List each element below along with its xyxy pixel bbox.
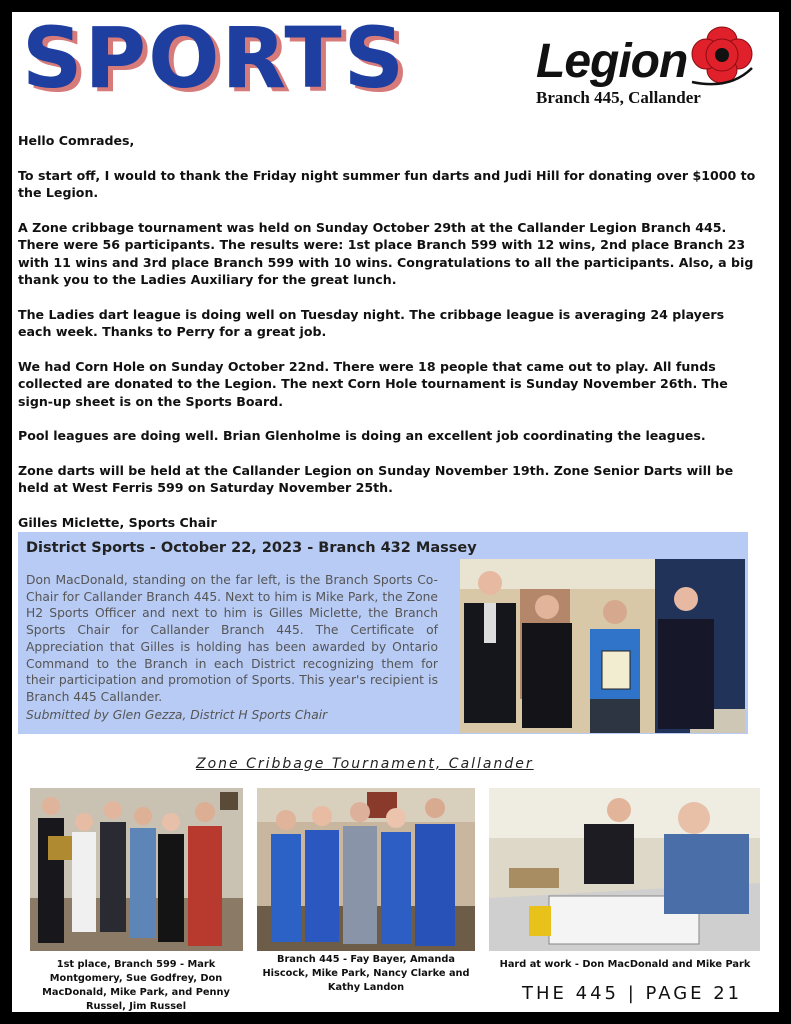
cribbage-photo-hard-at-work <box>489 788 760 951</box>
sports-article <box>18 132 758 548</box>
caption-hard-at-work: Hard at work - Don MacDonald and Mike Park <box>499 959 751 970</box>
cribbage-photo-winners <box>30 788 243 951</box>
cribbage-heading: Zone Cribbage Tournament, Callander <box>196 756 534 772</box>
legion-logo-word: Legion <box>536 35 688 88</box>
article-paragraph: A Zone cribbage tournament was held on Sunday October 29th at the Callander Legion Branch 445. There were 56 participants. The results were: 1st place Branch 599 with 12 wins, 2nd place Branch 23 with 11 wins and 3rd place Branch 599 with 10 wins. Congratulations to all the participants. Also, a big thank you to the Ladies Auxiliary for the great lunch. <box>18 219 754 287</box>
article-paragraph: To start off, I would to thank the Friday night summer fun darts and Judi Hill for donating over $1000 to the Legion. <box>18 167 756 200</box>
page-footer: THE 445 | PAGE 21 <box>522 983 743 1004</box>
district-submitted-by: Submitted by Glen Gezza, District H Sports Chair <box>26 708 328 722</box>
article-paragraph: Zone darts will be held at the Callander Legion on Sunday November 19th. Zone Senior Darts will be held at West Ferris 599 on Saturday November 25th. <box>18 462 734 495</box>
district-text: Don MacDonald, standing on the far left, is the Branch Sports Co-Chair for Callander Branch 445. Next to him is Mike Park, the Zone H2 Sports Officer and next to him is Gilles Miclette, the Branch Sports Chair for Callander Branch 445. The Certificate of Appreciation that Gilles is holding has been awarded by Ontario Command to the Branch in each District recognizing them for their participation and promotion of Sports. This year's recipient is Branch 445 Callander. <box>26 573 438 704</box>
caption-branch-445: Branch 445 - Fay Bayer, Amanda Hiscock, Mike Park, Nancy Clarke and Kathy Landon <box>262 954 470 993</box>
signoff: Gilles Miclette, Sports Chair <box>18 514 217 530</box>
page-title: SPORTS <box>22 9 407 107</box>
greeting: Hello Comrades, <box>18 133 135 148</box>
branch-name: Branch 445, Callander <box>536 88 701 107</box>
article-paragraph: The Ladies dart league is doing well on Tuesday night. The cribbage league is averaging 24 players each week. Thanks to Perry for a great job. <box>18 306 725 339</box>
article-paragraph: We had Corn Hole on Sunday October 22nd. There were 18 people that came out to play. All funds collected are donated to the Legion. The next Corn Hole tournament is Sunday November 26th. The sign-up sheet is on the Sports Board. <box>18 358 728 409</box>
district-title: District Sports - October 22, 2023 - Branch 432 Massey <box>26 540 477 556</box>
caption-winners: 1st place, Branch 599 - Mark Montgomery, Sue Godfrey, Don MacDonald, Mike Park, and Penny Russel, Jim Russel <box>42 959 230 1012</box>
cribbage-photo-branch-445 <box>257 788 475 951</box>
district-photo <box>460 559 745 733</box>
article-paragraph: Pool leagues are doing well. Brian Glenholme is doing an excellent job coordinating the leagues. <box>18 428 706 443</box>
poppy-icon <box>690 24 754 88</box>
